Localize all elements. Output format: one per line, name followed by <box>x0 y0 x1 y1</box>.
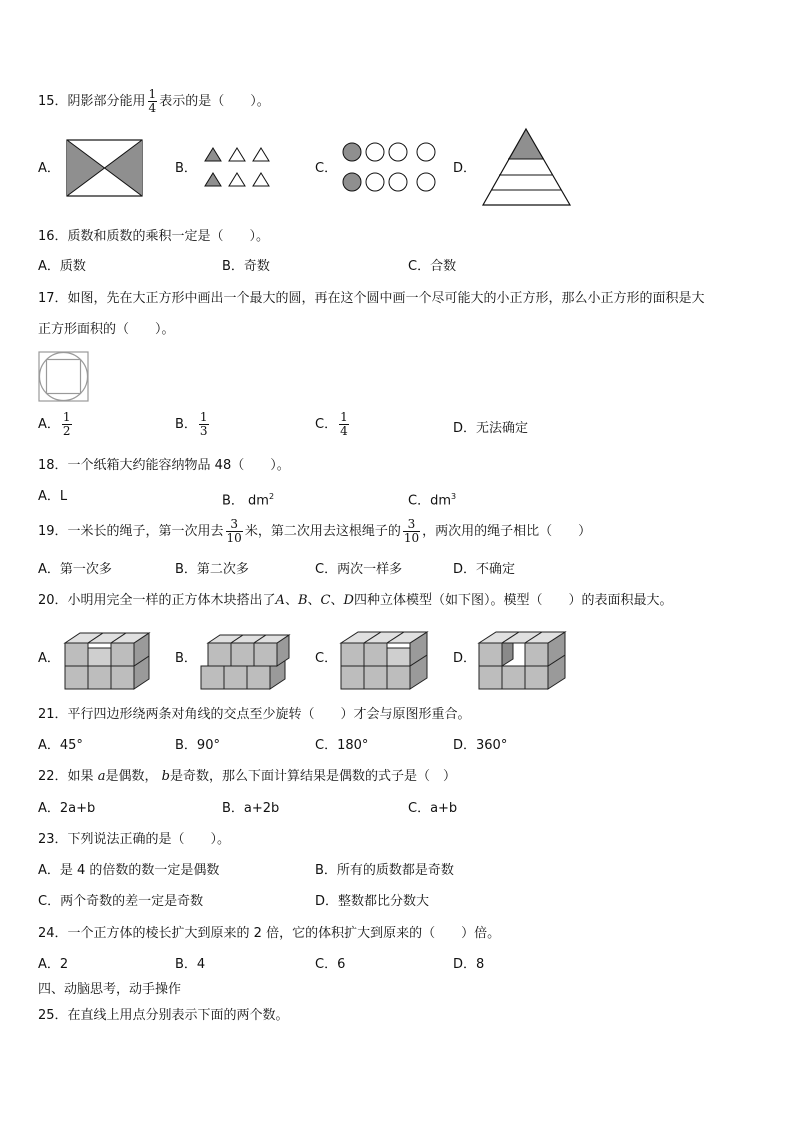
q24-option-b[interactable]: B．4 <box>175 957 206 972</box>
q15-option-a-label[interactable]: A． <box>38 161 60 176</box>
q22-option-b[interactable]: B．a+2b <box>222 801 280 816</box>
q17-square-circle-figure <box>38 351 90 403</box>
option-label: C． <box>315 417 338 432</box>
q17-option-d[interactable] <box>453 420 528 438</box>
question-22-stem <box>38 768 456 786</box>
question-21-stem: 21．平行四边形绕两条对角线的交点至少旋转（ ）才会与原图形重合。 <box>38 707 471 722</box>
separator: 、 <box>330 593 344 608</box>
denominator: 10 <box>403 531 420 545</box>
q23-option-b[interactable]: B．所有的质数都是奇数 <box>315 863 454 878</box>
q15-stem-pre: 15．阴影部分能用 <box>38 94 146 109</box>
q19-option-c[interactable]: C．两次一样多 <box>315 562 403 577</box>
denominator: 3 <box>199 424 208 438</box>
option-text: A．L <box>38 489 68 504</box>
numerator: 1 <box>148 87 157 101</box>
q20-option-d-label[interactable]: D． <box>453 651 477 666</box>
q20-model-d-figure <box>478 626 570 692</box>
option-text: 无法确定 <box>476 421 529 436</box>
q24-option-c[interactable]: C．6 <box>315 957 346 972</box>
q20-option-c-label[interactable]: C． <box>315 651 338 666</box>
option-label: D． <box>453 421 477 436</box>
fraction <box>148 88 158 115</box>
option-text: C．dm <box>408 493 451 509</box>
option-text: B． dm <box>222 493 269 509</box>
variable: D <box>343 593 354 608</box>
q20-stem-post: 四种立体模型（如下图）。模型（ ）的表面积最大。 <box>353 593 673 608</box>
q21-option-d[interactable]: D．360° <box>453 738 508 753</box>
q16-option-a[interactable]: A．质数 <box>38 259 86 274</box>
q15-option-a-figure <box>66 139 144 199</box>
option-label: B． <box>175 417 197 432</box>
q15-option-c-label[interactable]: C． <box>315 161 338 176</box>
q21-option-a[interactable]: A．45° <box>38 738 83 753</box>
q18-option-c[interactable] <box>408 488 456 510</box>
q15-option-b-figure <box>205 146 271 190</box>
q16-option-c[interactable]: C．合数 <box>408 259 457 274</box>
q15-stem-post: 表示的是（ ）。 <box>159 94 270 109</box>
q20-stem-pre: 20．小明用完全一样的正方体木块搭出了 <box>38 593 276 608</box>
q19-stem-pre: 19．一米长的绳子，第一次用去 <box>38 524 224 539</box>
q24-option-d[interactable]: D．8 <box>453 957 485 972</box>
q22-stem-post: 是奇数，那么下面计算结果是偶数的式子是（ ） <box>169 769 456 784</box>
superscript: 3 <box>451 492 457 501</box>
question-23-stem: 23．下列说法正确的是（ ）。 <box>38 832 231 847</box>
denominator: 10 <box>226 531 242 545</box>
fraction <box>226 518 243 545</box>
q23-option-a[interactable]: A．是 4 的倍数的数一定是偶数 <box>38 863 220 878</box>
q22-option-c[interactable]: C．a+b <box>408 801 458 816</box>
denominator: 4 <box>148 101 157 115</box>
q19-option-a[interactable]: A．第一次多 <box>38 562 112 577</box>
separator: 、 <box>307 593 321 608</box>
question-19-stem <box>38 518 591 545</box>
fraction <box>339 411 349 438</box>
question-24-stem: 24．一个正方体的棱长扩大到原来的 2 倍，它的体积扩大到原来的（ ）倍。 <box>38 926 501 941</box>
variable: b <box>161 769 170 784</box>
question-16-stem: 16．质数和质数的乘积一定是（ ）。 <box>38 229 270 244</box>
q20-option-a-label[interactable]: A． <box>38 651 60 666</box>
question-15-stem <box>38 88 270 115</box>
numerator: 1 <box>199 410 208 424</box>
q15-option-d-label[interactable]: D． <box>453 161 477 176</box>
q17-option-c[interactable] <box>315 411 351 438</box>
fraction <box>403 518 420 545</box>
separator: 、 <box>284 593 298 608</box>
q19-option-d[interactable]: D．不确定 <box>453 562 516 577</box>
q23-option-c[interactable]: C．两个奇数的差一定是奇数 <box>38 894 204 909</box>
superscript: 2 <box>268 492 275 501</box>
q19-stem-post: ，两次用的绳子相比（ ） <box>422 524 592 539</box>
q16-option-b[interactable]: B．奇数 <box>222 259 270 274</box>
question-17-stem-line1: 17．如图，先在大正方形中画出一个最大的圆，再在这个圆中画一个尽可能大的小正方形，那么小正方形的面积是大 <box>38 291 705 306</box>
q20-option-b-label[interactable]: B． <box>175 651 197 666</box>
q17-option-b[interactable] <box>175 411 211 438</box>
section-4-heading: 四、动脑思考，动手操作 <box>38 982 182 997</box>
q17-option-a[interactable] <box>38 411 74 438</box>
numerator: 3 <box>226 518 243 532</box>
question-20-stem <box>38 592 672 610</box>
denominator: 2 <box>62 424 71 438</box>
q20-model-b-figure <box>200 626 292 692</box>
q19-option-b[interactable]: B．第二次多 <box>175 562 249 577</box>
q18-option-a[interactable] <box>38 488 67 506</box>
fraction <box>199 411 209 438</box>
question-17-stem-line2: 正方形面积的（ ）。 <box>38 322 175 337</box>
denominator: 4 <box>340 424 348 438</box>
q20-model-c-figure <box>340 626 432 692</box>
variable: A <box>275 593 285 608</box>
question-25-stem: 25．在直线上用点分别表示下面的两个数。 <box>38 1008 289 1023</box>
question-18-stem: 18．一个纸箱大约能容纳物品 48（ ）。 <box>38 458 290 473</box>
q15-option-b-label[interactable]: B． <box>175 161 197 176</box>
q22-option-a[interactable]: A．2a+b <box>38 801 96 816</box>
q23-option-d[interactable]: D．整数都比分数大 <box>315 894 430 909</box>
q15-option-d-figure <box>482 128 572 208</box>
numerator: 3 <box>403 518 420 532</box>
variable: B <box>297 593 308 608</box>
numerator: 1 <box>340 410 348 424</box>
q20-model-a-figure <box>64 626 152 692</box>
q22-stem-mid: 是偶数， <box>105 769 158 784</box>
q15-option-c-figure <box>342 142 438 194</box>
q18-option-b[interactable] <box>222 488 274 510</box>
q24-option-a[interactable]: A．2 <box>38 957 69 972</box>
numerator: 1 <box>62 410 71 424</box>
q21-option-b[interactable]: B．90° <box>175 738 220 753</box>
variable: C <box>320 593 331 608</box>
q21-option-c[interactable]: C．180° <box>315 738 369 753</box>
q19-stem-mid: 米，第二次用去这根绳子的 <box>244 524 401 539</box>
option-label: A． <box>38 417 60 432</box>
variable: a <box>97 769 106 784</box>
q22-stem-pre: 22．如果 <box>38 769 94 784</box>
fraction <box>62 411 72 438</box>
